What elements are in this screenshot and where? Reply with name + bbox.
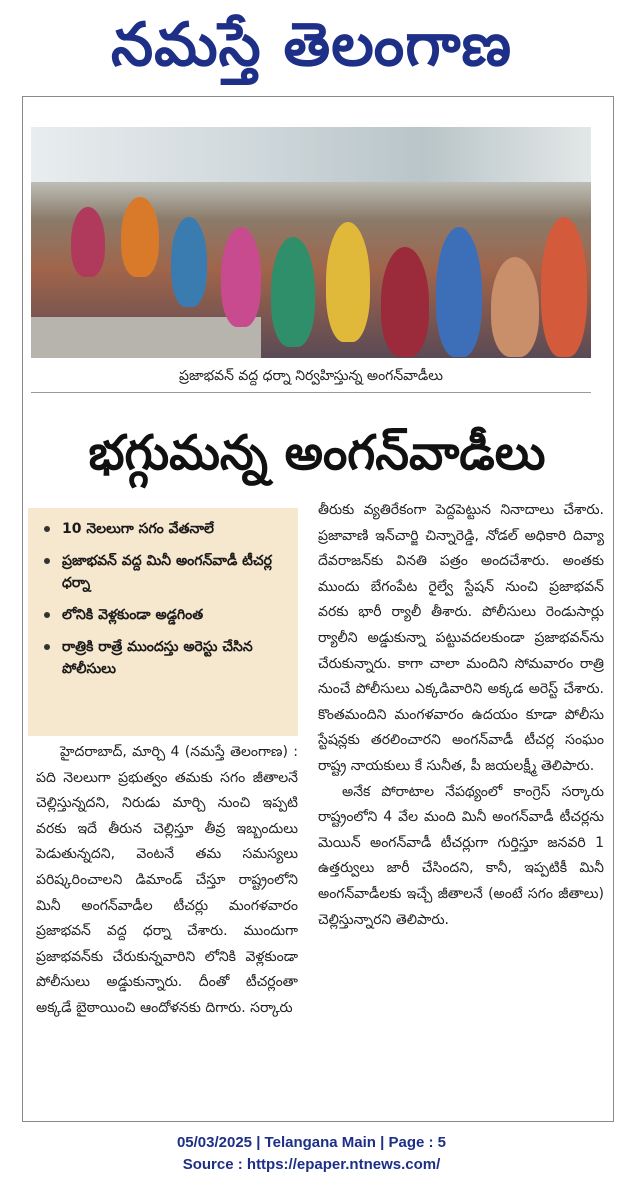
photo-caption: ప్రజాభవన్ వద్ద ధర్నా నిర్వహిస్తున్న అంగన్‌వాడీలు [179,368,443,384]
caption-divider [31,392,591,393]
photo-figure [171,217,207,307]
article-paragraph: హైదరాబాద్, మార్చి 4 (నమస్తే తెలంగాణ) : పది నెలలుగా ప్రభుత్వం తమకు సగం జీతాలనే చెల్లిస్తున్నదని, నిరుడు మార్చి నుంచి ఇప్పటి వరకు ఇదే తీరున చెల్లిస్తూ తీవ్ర ఇబ్బందులు పెడుతున్నదని, వెంటనే తమ సమస్యలు పరిష్కరించాలని డిమాండ్ చేస్తూ రాష్ట్రంలోని మినీ అంగన్‌వాడీల టీచర్లు మంగళవారం ప్రజాభవన్ వద్ద ధర్నా చేశారు. ముందుగా ప్రజాభవన్‌కు చేరుకున్నవారిని లోనికి వెళ్లకుండా పోలీసులు అడ్డుకున్నారు. దీంతో టీచర్లంతా అక్కడే బైఠాయించి ఆందోళనకు దిగారు. సర్కారు [36,744,298,1016]
highlight-item: 10 నెలలుగా సగం వేతనాలే [42,518,292,540]
photo-figure [71,207,105,277]
photo-figure [121,197,159,277]
photo-figure [541,217,587,357]
article-left-column [36,740,298,1022]
article-headline: భగ్గుమన్న అంగన్‌వాడీలు [88,425,546,481]
footer-date-line: 05/03/2025 | Telangana Main | Page : 5 [176,1134,447,1151]
highlight-item: లోనికి వెళ్లకుండా అడ్డగింత [42,604,292,626]
highlight-item: రాత్రికి రాత్రే ముందస్తు అరెస్టు చేసిన పోలీసులు [42,636,292,680]
page-footer [0,1132,623,1176]
footer-source-line: Source : https://epaper.ntnews.com/ [182,1156,441,1173]
photo-figure [491,257,539,357]
article-right-column [318,498,604,933]
photo-building-wall [31,127,591,182]
article-paragraph: తీరుకు వ్యతిరేకంగా పెద్దపెట్టున నినాదాలు చేశారు. ప్రజావాణి ఇన్‌చార్జి చిన్నారెడ్డి, నోడల్ అధికారి దివ్యా దేవరాజన్‌కు వినతి పత్రం అందచేశారు. అంతకు ముందు బేగంపేట రైల్వే స్టేషన్ నుంచి ప్రజాభవన్ వరకు భారీ ర్యాలీ తీశారు. పోలీసులు రెండుసార్లు ర్యాలీని అడ్డుకున్నా పట్టువదలకుండా ప్రజాభవన్‌ను చేరుకున్నారు. కాగా చాలా మందిని సోమవారం రాత్రి నుంచే పోలీసులు ఎక్కడివారిని అక్కడ అరెస్ట్ చేశారు. కొంతమందిని మంగళవారం ఉదయం కూడా పోలీసు స్టేషన్లకు తరలించారని అంగన్‌వాడీ టీచర్ల సంఘం రాష్ట్ర నాయకులు కే సునీత, పీ జయలక్ష్మీ తెలిపారు. [318,502,604,774]
highlights-box [28,508,298,736]
photo-figure [221,227,261,327]
photo-figure [271,237,315,347]
photo-figure [381,247,429,357]
photo-figure [436,227,482,357]
news-photo [31,127,591,358]
article-paragraph: అనేక పోరాటాల నేపథ్యంలో కాంగ్రెస్ సర్కారు రాష్ట్రంలోని 4 వేల మంది మినీ అంగన్‌వాడీ టీచర్లను మెయిన్ అంగన్‌వాడీ టీచర్లుగా గుర్తిస్తూ జనవరి 1 ఉత్తర్వులు జారీ చేసిందని, కానీ, ఇప్పటికీ మినీ అంగన్‌వాడీలకు ఇచ్చే జీతాలనే (అంటే సగం జీతాలు) చెల్లిస్తున్నారని తెలిపారు. [318,783,604,928]
highlight-item: ప్రజాభవన్ వద్ద మినీ అంగన్‌వాడీ టీచర్ల ధర్నా [42,550,292,594]
photo-figure [326,222,370,342]
photo-steps [31,317,261,358]
masthead-title: నమస్తే తెలంగాణ [110,10,513,80]
